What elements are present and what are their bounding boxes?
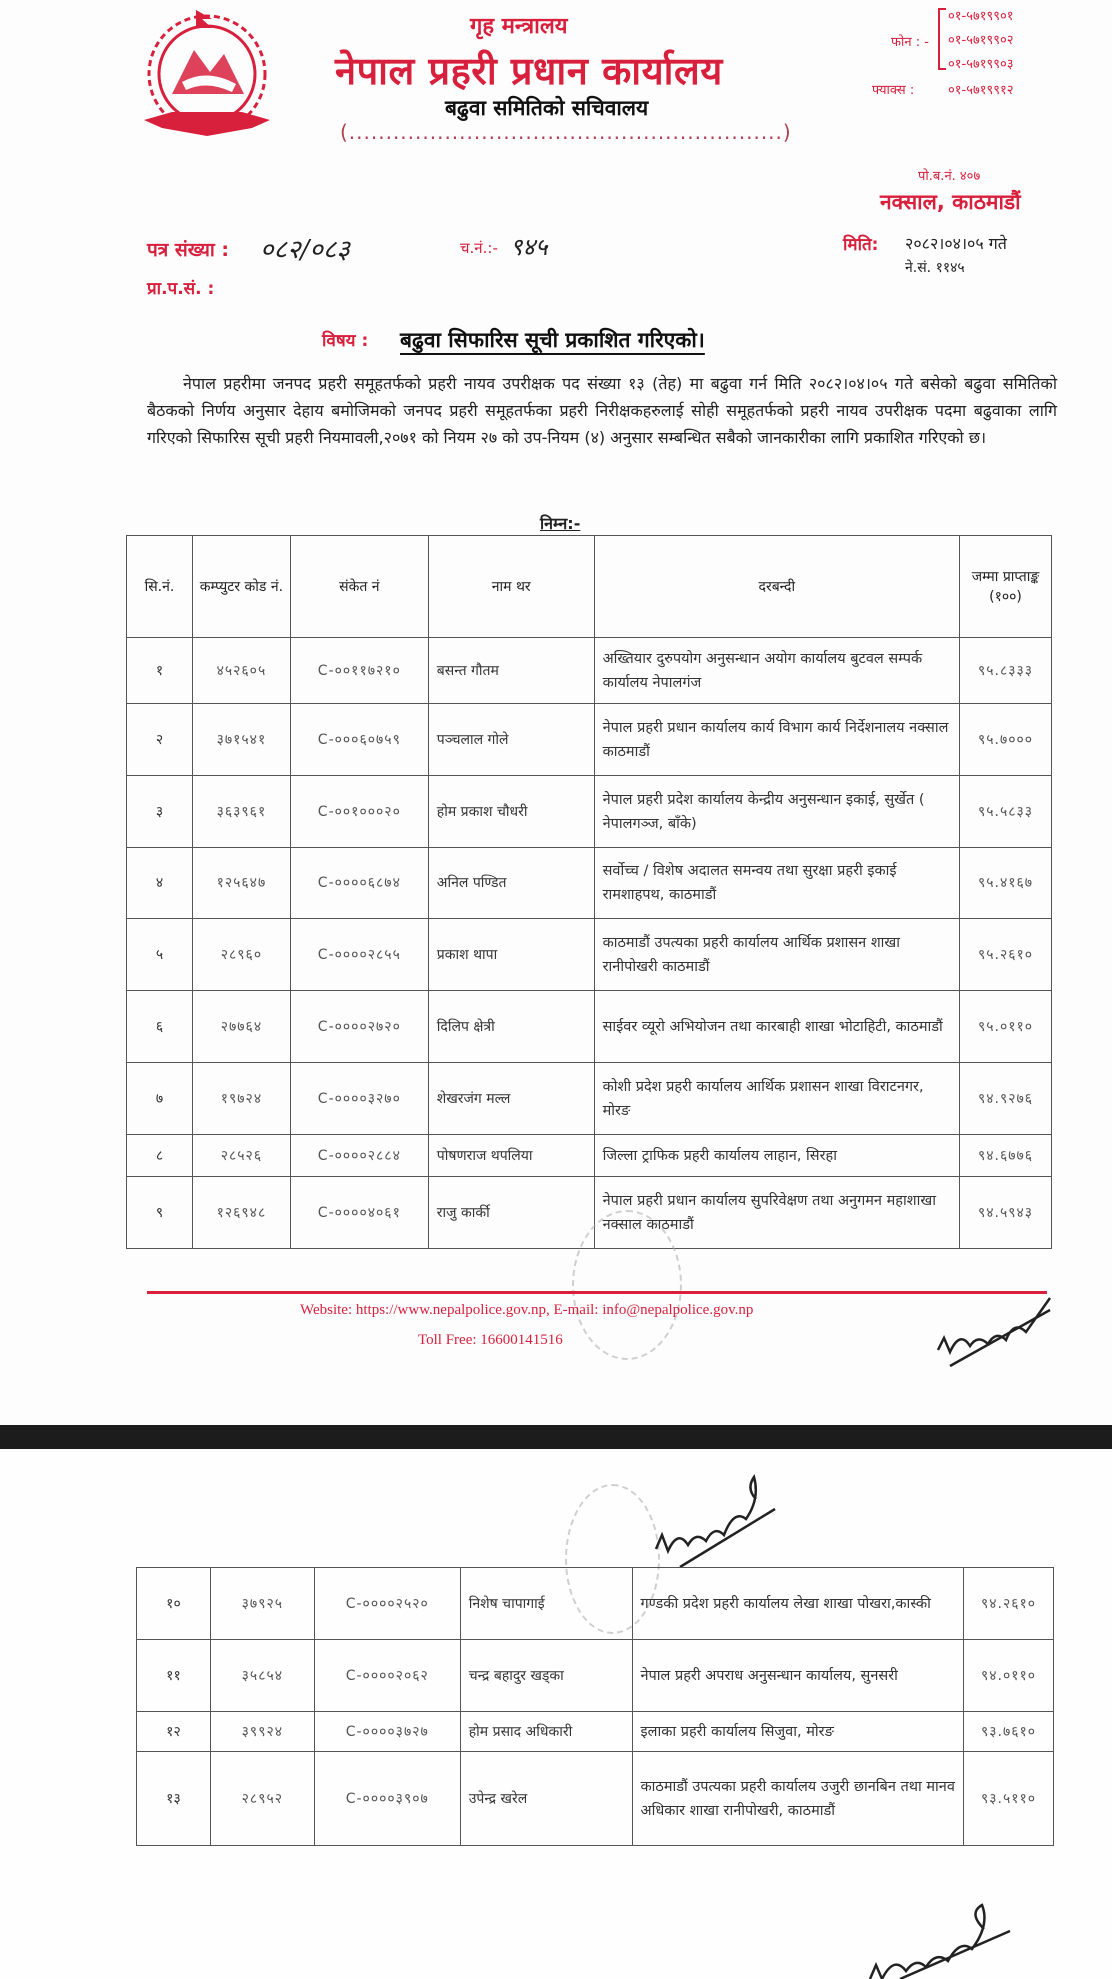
date-value: २०८२।०४।०५ गते: [905, 234, 1007, 253]
cell-name: निशेष चापागाई: [460, 1568, 632, 1640]
footer-website: Website: https://www.nepalpolice.gov.np, E-mail: info@nepalpolice.gov.np: [300, 1302, 754, 1318]
cell-sanket: C-००११७२१०: [290, 638, 428, 704]
header-name: नाम थर: [428, 536, 594, 638]
phone-number-1: ०१-५७१९९०१: [948, 9, 1014, 24]
cell-darbandi: काठमाडौं उपत्यका प्रहरी कार्यालय उजुरी छानबिन तथा मानव अधिकार शाखा रानीपोखरी, काठमाडौं: [632, 1752, 964, 1846]
cell-sn: २: [127, 704, 193, 776]
cell-name: होम प्रकाश चौधरी: [428, 776, 594, 848]
cell-code: २८९५२: [210, 1752, 314, 1846]
cell-name: पोषणराज थपलिया: [428, 1135, 594, 1177]
cell-sanket: C-००१०००२०: [290, 776, 428, 848]
letter-number-value: ०८२/०८३: [260, 235, 350, 265]
cell-name: अनिल पण्डित: [428, 848, 594, 919]
cell-code: ४५२६०५: [192, 638, 290, 704]
cell-sn: ११: [137, 1640, 211, 1712]
cell-code: ३७१५४१: [192, 704, 290, 776]
reference-number-label: प्रा.प.सं. :: [147, 279, 215, 299]
promotion-table-page-2: [136, 1567, 1054, 1846]
table-row: [127, 1063, 1052, 1135]
cell-score: ९५.५८३३: [960, 776, 1052, 848]
footer-divider: [147, 1291, 1047, 1294]
subject-label: विषय :: [322, 331, 369, 351]
phone-number-2: ०१-५७१९९०२: [948, 33, 1014, 48]
cell-score: ९४.२६१०: [964, 1568, 1054, 1640]
cell-score: ९४.०११०: [964, 1640, 1054, 1712]
fax-label: फ्याक्स :: [872, 83, 915, 98]
cell-score: ९५.८३३३: [960, 638, 1052, 704]
cell-score: ९५.४१६७: [960, 848, 1052, 919]
cell-score: ९५.०११०: [960, 991, 1052, 1063]
subject-text: बढुवा सिफारिस सूची प्रकाशित गरिएको।: [400, 328, 705, 352]
cell-code: १२५६४७: [192, 848, 290, 919]
cell-score: ९५.२६१०: [960, 919, 1052, 991]
cell-code: ३६३९६१: [192, 776, 290, 848]
header-sn: सि.नं.: [127, 536, 193, 638]
cell-sn: ७: [127, 1063, 193, 1135]
header-total-score: जम्मा प्राप्ताङ्क (१००): [960, 536, 1052, 638]
signature-icon: [930, 1290, 1060, 1370]
cell-name: होम प्रसाद अधिकारी: [460, 1712, 632, 1752]
dispatch-number-label: च.नं.:-: [460, 239, 498, 257]
cell-darbandi: गण्डकी प्रदेश प्रहरी कार्यालय लेखा शाखा पोखरा,कास्की: [632, 1568, 964, 1640]
cell-sn: १२: [137, 1712, 211, 1752]
cell-sn: ३: [127, 776, 193, 848]
po-box: पो.ब.नं. ४०७: [918, 169, 981, 184]
office-name: नेपाल प्रहरी प्रधान कार्यालय: [335, 49, 723, 93]
table-row: [137, 1712, 1054, 1752]
cell-darbandi: सर्वोच्च / विशेष अदालत समन्वय तथा सुरक्षा प्रहरी इकाई रामशाहपथ, काठमाडौं: [594, 848, 959, 919]
phone-number-3: ०१-५७१९९०३: [948, 57, 1014, 72]
nepal-emblem-icon: [132, 2, 282, 152]
footer-toll-free: Toll Free: 16600141516: [418, 1332, 563, 1348]
date-label: मिति:: [843, 235, 879, 255]
dispatch-number-value: ९४५: [510, 233, 548, 261]
page-separator: [0, 1425, 1112, 1449]
body-paragraph: नेपाल प्रहरीमा जनपद प्रहरी समूहतर्फको प्रहरी नायव उपरीक्षक पद संख्या १३ (तेह) मा बढुवा गर्न मिति २०८२।०४।०५ गते बसेको बढुवा समितिको बैठकको निर्णय अनुसार देहाय बमोजिमको जनपद प्रहरी समूहतर्फका प्रहरी निरीक्षकहरुलाई सोही समूहतर्फको प्रहरी नायव उपरीक्षक पदमा बढुवाका लागि गरिएको सिफारिस सूची प्रहरी नियमावली,२०७१ को नियम २७ को उप-नियम (४) अनुसार सम्बन्धित सबैको जानकारीका लागि प्रकाशित गरिएको छ।: [147, 374, 1057, 447]
table-row: [127, 776, 1052, 848]
cell-name: पञ्चलाल गोले: [428, 704, 594, 776]
cell-darbandi: नेपाल प्रहरी प्रधान कार्यालय कार्य विभाग कार्य निर्देशनालय नक्साल काठमाडौं: [594, 704, 959, 776]
cell-sanket: C-००००२७२०: [290, 991, 428, 1063]
cell-darbandi: काठमाडौं उपत्यका प्रहरी कार्यालय आर्थिक प्रशासन शाखा रानीपोखरी काठमाडौं: [594, 919, 959, 991]
cell-darbandi: नेपाल प्रहरी अपराध अनुसन्धान कार्यालय, सुनसरी: [632, 1640, 964, 1712]
table-row: [127, 848, 1052, 919]
secretariat-name: बढुवा समितिको सचिवालय: [445, 96, 649, 120]
cell-score: ९५.७०००: [960, 704, 1052, 776]
letter-number-label: पत्र संख्या :: [147, 239, 230, 261]
cell-sanket: C-००००३७२७: [314, 1712, 460, 1752]
cell-name: प्रकाश थापा: [428, 919, 594, 991]
cell-sanket: C-०००६०७५९: [290, 704, 428, 776]
cell-code: १९७२४: [192, 1063, 290, 1135]
cell-sanket: C-००००४०६१: [290, 1177, 428, 1249]
dotted-line: (...........................................................): [340, 120, 792, 144]
cell-sanket: C-००००२८८४: [290, 1135, 428, 1177]
cell-sanket: C-००००२०६२: [314, 1640, 460, 1712]
cell-darbandi: नेपाल प्रहरी प्रधान कार्यालय सुपरिवेक्षण तथा अनुगमन महाशाखा नक्साल काठमाडौं: [594, 1177, 959, 1249]
cell-sanket: C-००००३२७०: [290, 1063, 428, 1135]
signature-icon: [650, 1469, 780, 1569]
header-darbandi: दरबन्दी: [594, 536, 959, 638]
cell-sanket: C-००००२५२०: [314, 1568, 460, 1640]
cell-darbandi: कोशी प्रदेश प्रहरी कार्यालय आर्थिक प्रशासन शाखा विराटनगर, मोरङ: [594, 1063, 959, 1135]
cell-sn: १०: [137, 1568, 211, 1640]
official-stamp-icon: [572, 1210, 682, 1360]
cell-name: बसन्त गौतम: [428, 638, 594, 704]
table-header-row: [127, 536, 1052, 638]
table-row: [127, 1135, 1052, 1177]
cell-score: ९४.५९४३: [960, 1177, 1052, 1249]
table-row: [127, 704, 1052, 776]
cell-name: राजु कार्की: [428, 1177, 594, 1249]
header-computer-code: कम्प्युटर कोड नं.: [192, 536, 290, 638]
cell-score: ९४.६७७६: [960, 1135, 1052, 1177]
phone-label: फोन : -: [891, 35, 929, 50]
fax-number: ०१-५७१९९१२: [948, 83, 1014, 98]
table-row: [127, 919, 1052, 991]
cell-name: दिलिप क्षेत्री: [428, 991, 594, 1063]
cell-code: २८५२६: [192, 1135, 290, 1177]
header-sanket: संकेत नं: [290, 536, 428, 638]
cell-code: १२६९४८: [192, 1177, 290, 1249]
cell-darbandi: नेपाल प्रहरी प्रदेश कार्यालय केन्द्रीय अनुसन्धान इकाई, सुर्खेत ( नेपालगञ्ज, बाँके): [594, 776, 959, 848]
cell-score: ९३.७६१०: [964, 1712, 1054, 1752]
list-heading: निम्न:-: [540, 514, 581, 533]
ministry-name: गृह मन्त्रालय: [470, 14, 568, 39]
cell-code: ३९९२४: [210, 1712, 314, 1752]
cell-name: शेखरजंग मल्ल: [428, 1063, 594, 1135]
cell-score: ९३.५११०: [964, 1752, 1054, 1846]
office-location: नक्साल, काठमाडौं: [880, 190, 1021, 214]
table-row: [137, 1640, 1054, 1712]
cell-darbandi: अख्तियार दुरुपयोग अनुसन्धान अयोग कार्यालय बुटवल सम्पर्क कार्यालय नेपालगंज: [594, 638, 959, 704]
cell-code: २७७६४: [192, 991, 290, 1063]
cell-score: ९४.९२७६: [960, 1063, 1052, 1135]
table-row: [127, 638, 1052, 704]
cell-sanket: C-००००६८७४: [290, 848, 428, 919]
cell-name: उपेन्द्र खरेल: [460, 1752, 632, 1846]
cell-code: ३५८५४: [210, 1640, 314, 1712]
table-row: [137, 1568, 1054, 1640]
nepal-sambat-date: ने.सं. ११४५: [905, 260, 965, 276]
cell-darbandi: इलाका प्रहरी कार्यालय सिजुवा, मोरङ: [632, 1712, 964, 1752]
cell-sn: ६: [127, 991, 193, 1063]
phone-bracket: [938, 8, 946, 70]
signature-icon: [860, 1895, 1020, 1979]
cell-sn: १३: [137, 1752, 211, 1846]
cell-sanket: C-००००२८५५: [290, 919, 428, 991]
cell-sn: ९: [127, 1177, 193, 1249]
cell-darbandi: जिल्ला ट्राफिक प्रहरी कार्यालय लाहान, सिरहा: [594, 1135, 959, 1177]
cell-sn: ५: [127, 919, 193, 991]
promotion-table-page-1: [126, 535, 1052, 1249]
cell-sn: ४: [127, 848, 193, 919]
cell-darbandi: साईवर व्यूरो अभियोजन तथा कारबाही शाखा भोटाहिटी, काठमाडौं: [594, 991, 959, 1063]
table-row: [127, 991, 1052, 1063]
table-row: [137, 1752, 1054, 1846]
cell-code: २८९६०: [192, 919, 290, 991]
cell-sn: १: [127, 638, 193, 704]
cell-code: ३७९२५: [210, 1568, 314, 1640]
cell-name: चन्द्र बहादुर खड्का: [460, 1640, 632, 1712]
cell-sn: ८: [127, 1135, 193, 1177]
cell-sanket: C-००००३९०७: [314, 1752, 460, 1846]
